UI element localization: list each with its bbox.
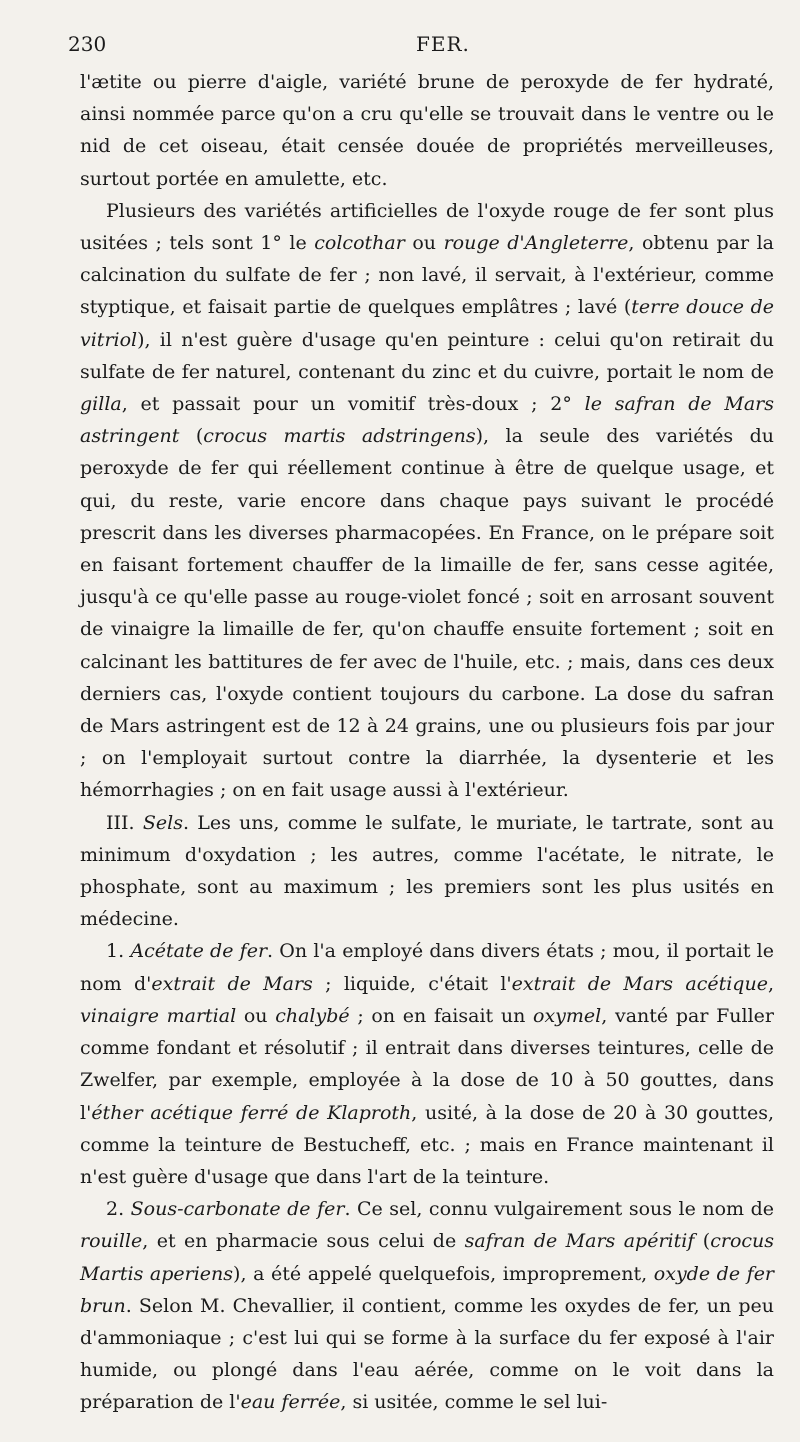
italic-text-run: colcothar	[314, 232, 405, 255]
text-run: ,	[767, 972, 774, 995]
italic-text-run: safran de Mars apéritif	[464, 1230, 695, 1253]
italic-text-run: gilla	[80, 393, 122, 416]
text-run: Plusieurs des variétés artificielles de l'oxyde rouge de fer sont plus usitées ; tels sont 1° le	[80, 199, 774, 255]
text-run: , usité, à la dose de 20 à 30 gouttes, comme la teinture de Bestucheff, etc. ; mais en France maintenant il n'est guère d'usage que dans l'art de la teinture.	[80, 1101, 774, 1188]
text-run: . Les uns, comme le sulfate, le muriate, le tartrate, sont au minimum d'oxydation ; les autres, comme l'acétate, le nitrate, le phosphate, sont au maximum ; les premiers sont les plus usités en médecine.	[80, 811, 774, 931]
italic-text-run: oxyde de fer brun	[80, 1262, 775, 1317]
italic-text-run: crocus martis adstringens	[203, 425, 476, 448]
running-head: FER.	[416, 32, 470, 56]
italic-text-run: rouille	[80, 1230, 143, 1253]
text-run: . Ce sel, connu vulgairement sous le nom de	[344, 1198, 774, 1221]
italic-text-run: le safran de Mars astringent	[80, 393, 775, 448]
text-run: , obtenu par la calcination du sulfate de fer ; non lavé, il servait, à l'extérieur, comme styptique, et faisait partie de quelques emplâtres ; lavé (	[80, 232, 774, 319]
text-run: , et en pharmacie sous celui de	[142, 1230, 465, 1253]
italic-text-run: extrait de Mars	[151, 972, 313, 995]
italic-text-run: terre douce de vitriol	[80, 296, 774, 351]
text-run: (	[179, 425, 204, 448]
paragraph	[80, 66, 774, 195]
text-run: ; liquide, c'était l'	[312, 972, 512, 995]
italic-text-run: rouge d'Angleterre	[443, 232, 629, 255]
paragraph	[80, 935, 774, 1193]
italic-text-run: Sous-carbonate de fer	[130, 1198, 345, 1221]
text-run: III.	[106, 811, 143, 834]
italic-text-run: vinaigre martial	[80, 1004, 237, 1027]
text-run: (	[694, 1230, 711, 1253]
text-run: 1.	[106, 940, 131, 963]
paragraph	[80, 195, 774, 807]
paragraph	[80, 807, 774, 936]
text-run: . Selon M. Chevallier, il contient, comme les oxydes de fer, un peu d'ammoniaque ; c'est lui qui se forme à la surface du fer exposé à l'air humide, ou plongé dans l'eau aérée, comme on le voit dans la préparation de l'	[80, 1294, 774, 1414]
text-run: ; on en faisait un	[349, 1004, 534, 1027]
italic-text-run: eau ferrée	[240, 1391, 341, 1414]
italic-text-run: extrait de Mars acétique	[511, 972, 768, 995]
text-run: ou	[236, 1004, 276, 1027]
italic-text-run: chalybé	[275, 1004, 350, 1027]
italic-text-run: oxymel	[533, 1004, 602, 1027]
text-run: , et passait pour un vomitif très-doux ; 2°	[121, 393, 585, 416]
body-text	[80, 66, 774, 1419]
italic-text-run: Sels	[142, 811, 183, 834]
text-run: ), a été appelé quelquefois, improprement,	[233, 1262, 654, 1285]
italic-text-run: Acétate de fer	[130, 940, 268, 963]
text-run: ou	[404, 232, 444, 255]
paragraph	[80, 1193, 774, 1418]
text-run: , vanté par Fuller comme fondant et résolutif ; il entrait dans diverses teintures, celle de Zwelfer, par exemple, employée à la dose de 10 à 50 gouttes, dans l'	[80, 1004, 774, 1124]
page-header	[68, 22, 774, 66]
text-run: ), il n'est guère d'usage qu'en peinture : celui qu'on retirait du sulfate de fer naturel, contenant du zinc et du cuivre, portait le nom de	[80, 328, 774, 383]
text-run: ), la seule des variétés du peroxyde de fer qui réellement continue à être de quelque usage, et qui, du reste, varie encore dans chaque pays suivant le procédé prescrit dans les diverses pharmacopées. En France, on le prépare soit en faisant fortement chauffer de la limaille de fer, sans cesse agitée, jusqu'à ce qu'elle passe au rouge-violet foncé ; soit en arrosant souvent de vinaigre la limaille de fer, qu'on chauffe ensuite fortement ; soit en calcinant les battitures de fer avec de l'huile, etc. ; mais, dans ces deux derniers cas, l'oxyde contient toujours du carbone. La dose du safran de Mars astringent est de 12 à 24 grains, une ou plusieurs fois par jour ; on l'employait surtout contre la diarrhée, la dysenterie et les hémorrhagies ; on en fait usage aussi à l'extérieur.	[80, 425, 774, 802]
text-run: l'ætite ou pierre d'aigle, variété brune de peroxyde de fer hydraté, ainsi nommée parce qu'on a cru qu'elle se trouvait dans le ventre ou le nid de cet oiseau, était censée douée de propriétés merveilleuses, surtout portée en amulette, etc.	[80, 71, 774, 190]
text-run: . On l'a employé dans divers états ; mou, il portait le nom d'	[80, 940, 775, 995]
text-run: , si usitée, comme le sel lui-	[340, 1391, 608, 1414]
text-run: 2.	[106, 1198, 131, 1221]
page-number: 230	[68, 32, 107, 56]
italic-text-run: crocus Martis aperiens	[80, 1230, 775, 1285]
italic-text-run: éther acétique ferré de Klaproth	[91, 1101, 412, 1124]
